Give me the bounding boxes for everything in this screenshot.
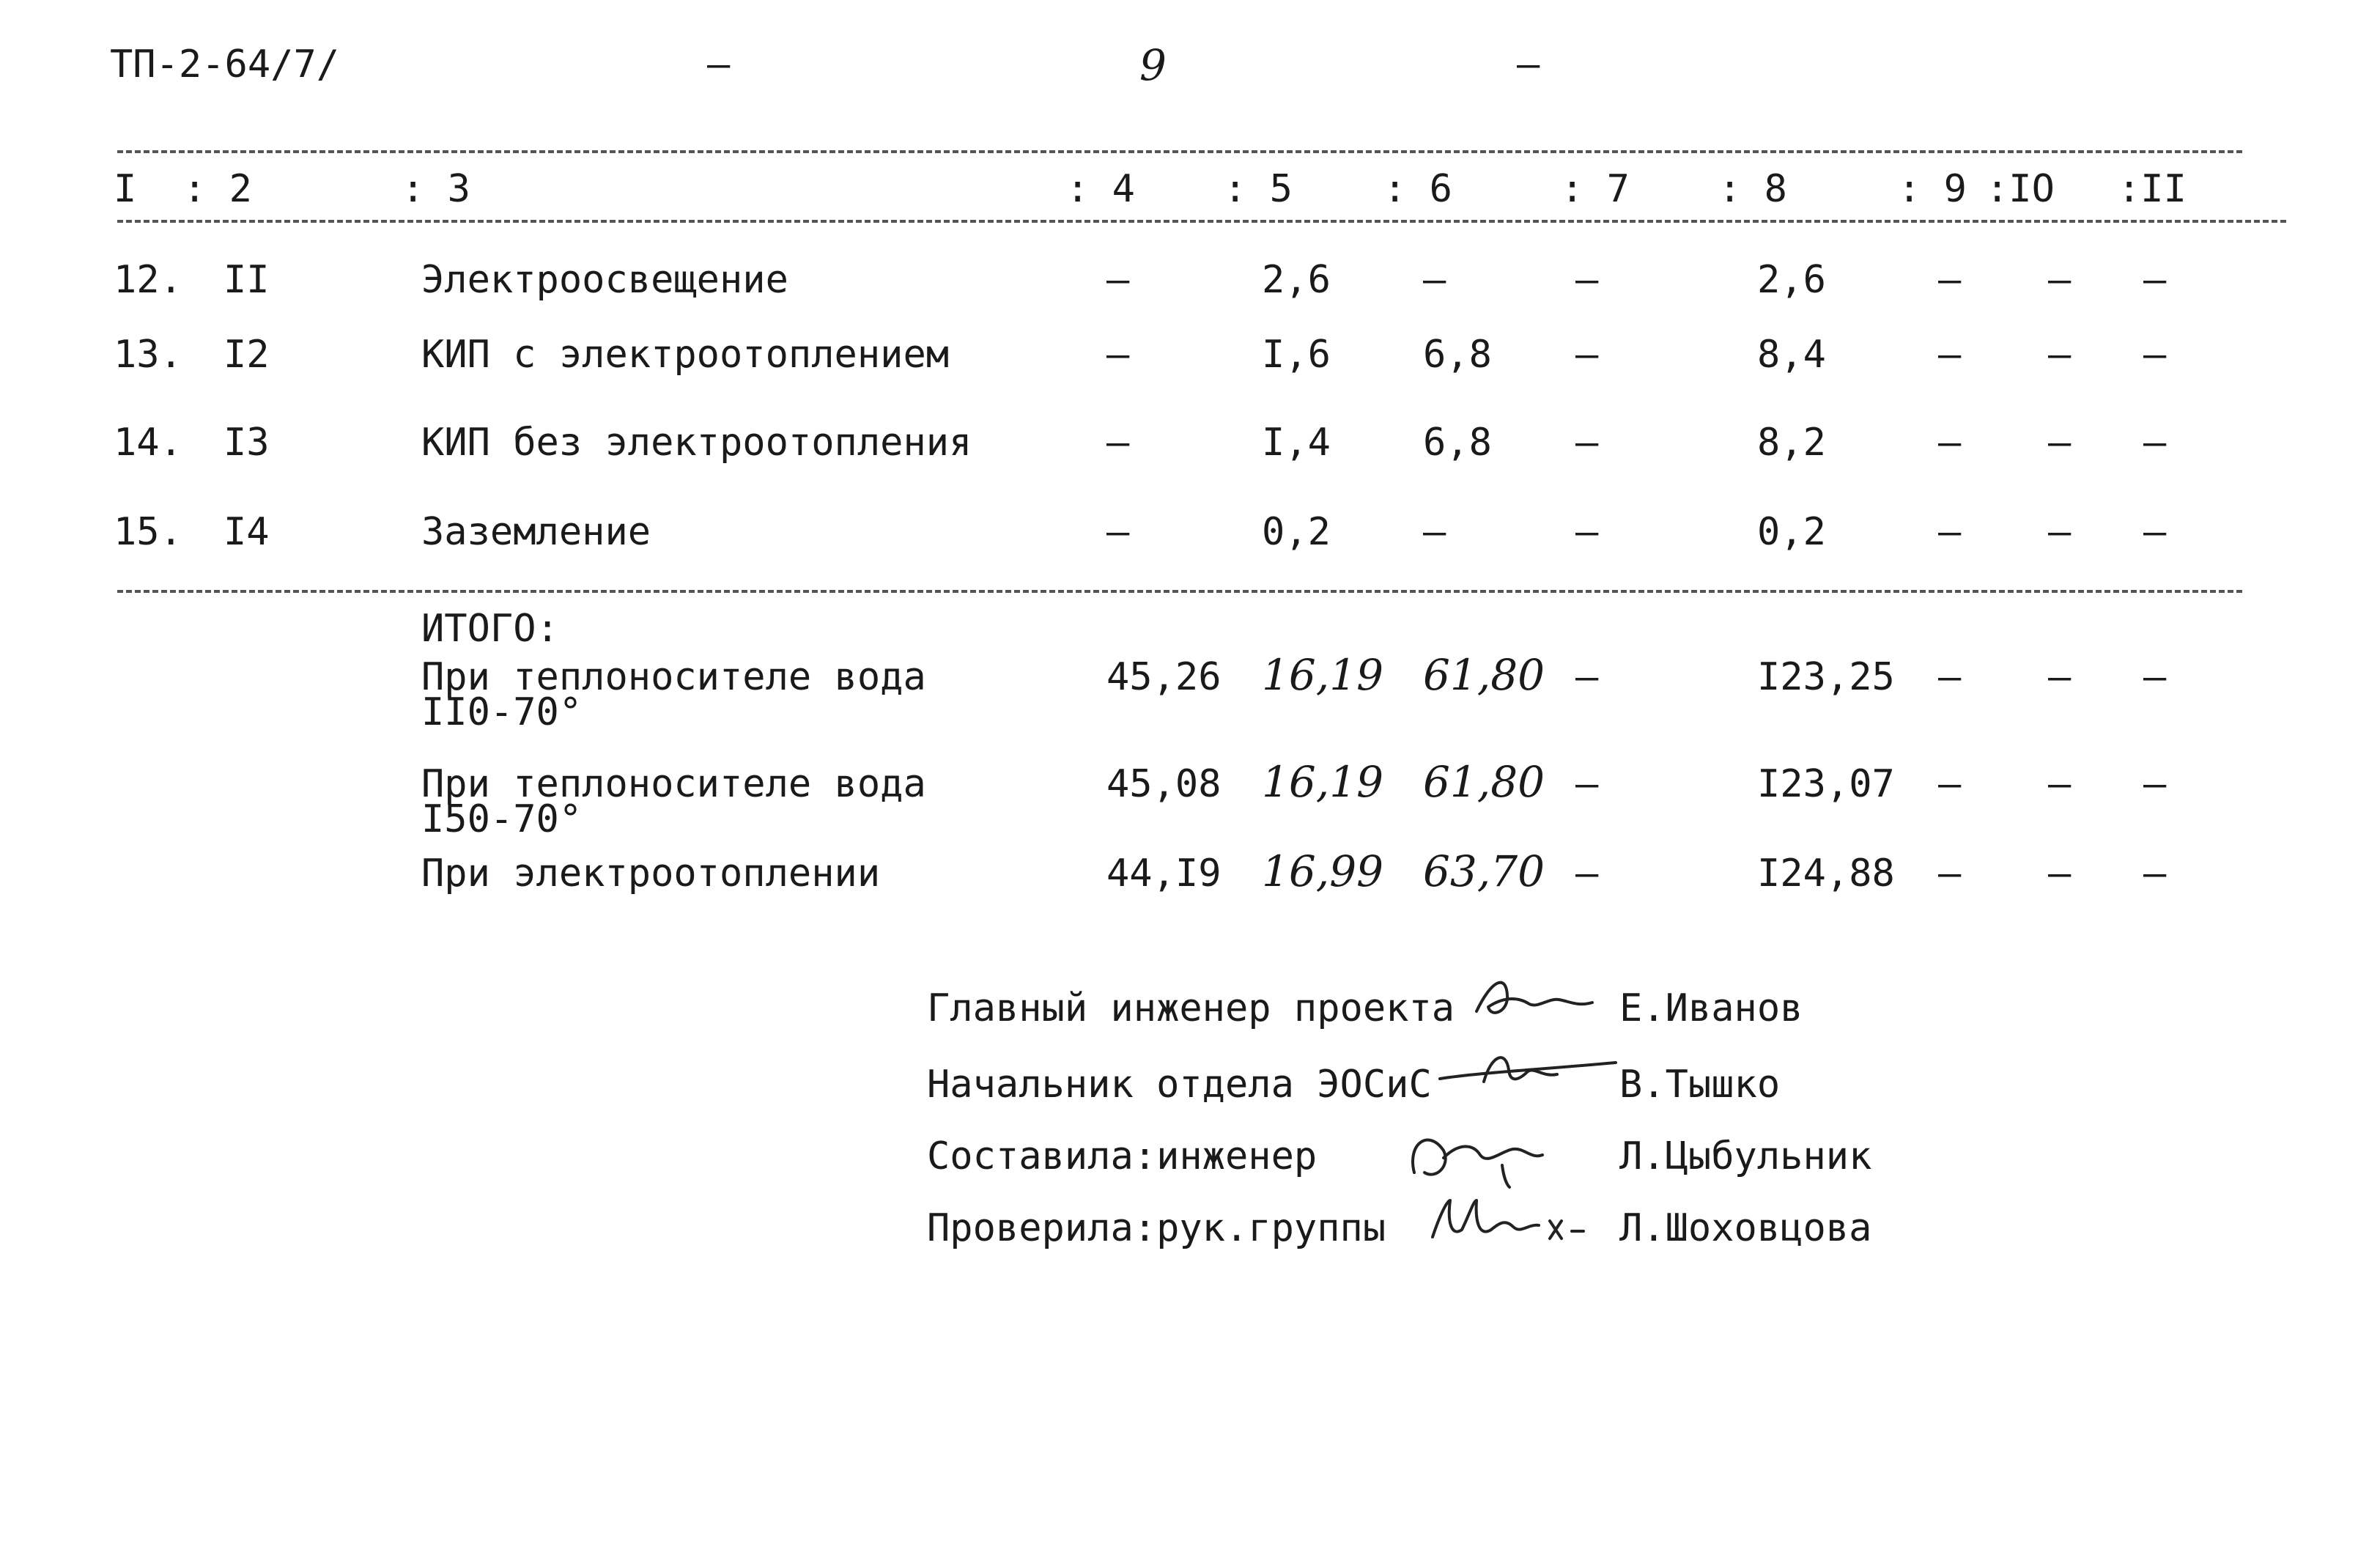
cell-col-5: 2,6 bbox=[1262, 258, 1331, 302]
signature-role: Главный инженер проекта bbox=[927, 986, 1455, 1030]
column-header-3: : 3 bbox=[402, 167, 470, 211]
cell-col-11: – bbox=[2143, 333, 2167, 377]
totals-row-sublabel: I50-70° bbox=[421, 797, 583, 841]
header-dash-left: – bbox=[707, 43, 731, 86]
totals-row-label: При теплоносителе вода bbox=[421, 762, 926, 806]
row-number: 15. bbox=[114, 510, 182, 554]
cell-col-10: – bbox=[2048, 852, 2072, 896]
cell-col-6: – bbox=[1423, 510, 1446, 554]
row-code: I2 bbox=[223, 333, 270, 377]
signatory-name: Л.Цыбульник bbox=[1619, 1134, 1872, 1178]
cell-col-7: – bbox=[1575, 333, 1599, 377]
totals-row-label: При электроотоплении bbox=[421, 852, 881, 896]
page-number: 9 bbox=[1139, 40, 1167, 90]
cell-col-8: 8,4 bbox=[1757, 333, 1826, 377]
signatory-name: Е.Иванов bbox=[1619, 986, 1803, 1030]
cell-col-10: – bbox=[2048, 762, 2072, 806]
header-bottom-rule bbox=[117, 220, 2286, 223]
row-code: II bbox=[223, 258, 270, 302]
cell-col-8: 0,2 bbox=[1757, 510, 1826, 554]
cell-col-11: – bbox=[2143, 852, 2167, 896]
header-dash-right: – bbox=[1517, 43, 1540, 86]
cell-col-5: I,6 bbox=[1262, 333, 1331, 377]
cell-col-9: – bbox=[1938, 258, 1962, 302]
cell-col-11: – bbox=[2143, 510, 2167, 554]
column-header-2: : 2 bbox=[183, 167, 252, 211]
handwritten-signature bbox=[1462, 966, 1608, 1032]
cell-col-5: 16,99 bbox=[1262, 846, 1384, 896]
cell-col-6: 6,8 bbox=[1423, 333, 1492, 377]
signatory-name: В.Тышко bbox=[1619, 1063, 1781, 1107]
cell-col-6: 63,70 bbox=[1423, 846, 1545, 896]
cell-col-5: 16,19 bbox=[1262, 650, 1384, 700]
cell-col-6: – bbox=[1423, 258, 1446, 302]
cell-col-9: – bbox=[1938, 510, 1962, 554]
row-number: 13. bbox=[114, 333, 182, 377]
cell-col-10: – bbox=[2048, 333, 2072, 377]
row-name: Заземление bbox=[421, 510, 651, 554]
cell-col-8: 8,2 bbox=[1757, 421, 1826, 465]
cell-col-11: – bbox=[2143, 421, 2167, 465]
cell-col-9: – bbox=[1938, 333, 1962, 377]
cell-col-4: 44,I9 bbox=[1106, 852, 1222, 896]
cell-col-4: – bbox=[1106, 421, 1130, 465]
cell-col-9: – bbox=[1938, 762, 1962, 806]
cell-col-7: – bbox=[1575, 421, 1599, 465]
cell-col-11: – bbox=[2143, 258, 2167, 302]
totals-label: ИТОГО: bbox=[421, 607, 559, 651]
cell-col-9: – bbox=[1938, 421, 1962, 465]
cell-col-7: – bbox=[1575, 510, 1599, 554]
handwritten-signature bbox=[1418, 1178, 1594, 1252]
cell-col-6: 6,8 bbox=[1423, 421, 1492, 465]
cell-col-9: – bbox=[1938, 852, 1962, 896]
handwritten-signature bbox=[1433, 1041, 1623, 1099]
document-code: ТП-2-64/7/ bbox=[110, 43, 340, 86]
cell-col-8: I23,07 bbox=[1757, 762, 1895, 806]
cell-col-11: – bbox=[2143, 762, 2167, 806]
cell-col-10: – bbox=[2048, 421, 2072, 465]
cell-col-4: – bbox=[1106, 510, 1130, 554]
column-header-5: : 5 bbox=[1224, 167, 1293, 211]
signature-role: Проверила:рук.группы bbox=[927, 1206, 1386, 1250]
row-number: 14. bbox=[114, 421, 182, 465]
cell-col-5: I,4 bbox=[1262, 421, 1331, 465]
signature-role: Составила:инженер bbox=[927, 1134, 1318, 1178]
column-header-11: :II bbox=[2118, 167, 2187, 211]
signature-role: Начальник отдела ЭОСиС bbox=[927, 1063, 1432, 1107]
cell-col-4: 45,26 bbox=[1106, 655, 1222, 699]
cell-col-8: I23,25 bbox=[1757, 655, 1895, 699]
column-header-10: :IO bbox=[1986, 167, 2055, 211]
cell-col-5: 16,19 bbox=[1262, 757, 1384, 807]
row-code: I4 bbox=[223, 510, 270, 554]
row-number: 12. bbox=[114, 258, 182, 302]
column-header-1: I bbox=[114, 167, 137, 211]
column-header-4: : 4 bbox=[1066, 167, 1135, 211]
cell-col-4: 45,08 bbox=[1106, 762, 1222, 806]
cell-col-8: I24,88 bbox=[1757, 852, 1895, 896]
cell-col-6: 61,80 bbox=[1423, 757, 1545, 807]
column-header-9: : 9 bbox=[1898, 167, 1967, 211]
cell-col-7: – bbox=[1575, 258, 1599, 302]
cell-col-5: 0,2 bbox=[1262, 510, 1331, 554]
row-name: КИП без электроотопления bbox=[421, 421, 972, 465]
cell-col-4: – bbox=[1106, 258, 1130, 302]
cell-col-9: – bbox=[1938, 655, 1962, 699]
cell-col-7: – bbox=[1575, 852, 1599, 896]
column-header-6: : 6 bbox=[1383, 167, 1452, 211]
totals-row-label: При теплоносителе вода bbox=[421, 655, 926, 699]
row-name: КИП с электроотоплением bbox=[421, 333, 950, 377]
signatory-name: Л.Шоховцова bbox=[1619, 1206, 1872, 1250]
cell-col-11: – bbox=[2143, 655, 2167, 699]
row-code: I3 bbox=[223, 421, 270, 465]
column-header-7: : 7 bbox=[1561, 167, 1630, 211]
row-name: Электроосвещение bbox=[421, 258, 788, 302]
totals-row-sublabel: II0-70° bbox=[421, 690, 583, 734]
cell-col-8: 2,6 bbox=[1757, 258, 1826, 302]
cell-col-10: – bbox=[2048, 655, 2072, 699]
cell-col-10: – bbox=[2048, 510, 2072, 554]
column-header-8: : 8 bbox=[1718, 167, 1787, 211]
cell-col-10: – bbox=[2048, 258, 2072, 302]
cell-col-7: – bbox=[1575, 655, 1599, 699]
cell-col-7: – bbox=[1575, 762, 1599, 806]
cell-col-6: 61,80 bbox=[1423, 650, 1545, 700]
cell-col-4: – bbox=[1106, 333, 1130, 377]
totals-separator-rule bbox=[117, 590, 2242, 593]
table-top-rule bbox=[117, 150, 2242, 153]
